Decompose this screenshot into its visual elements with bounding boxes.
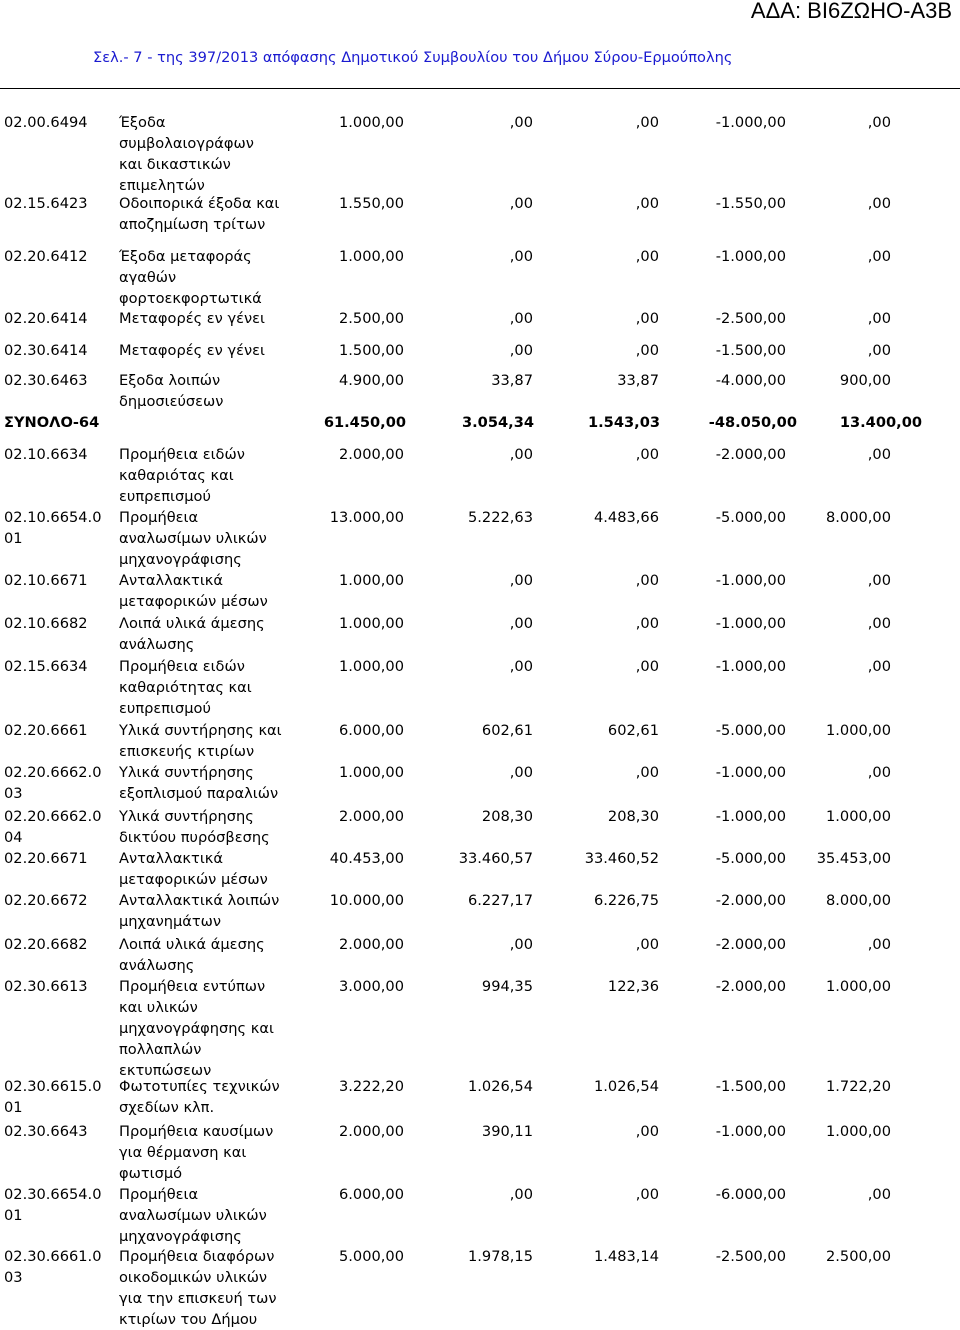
amount-v3: 208,30	[607, 808, 659, 825]
account-description: Υλικά συντήρησης και επισκευής κτιρίων	[119, 722, 282, 760]
amount-v4: -2.500,00	[715, 1248, 786, 1265]
amount-v1: 1.500,00	[339, 342, 404, 359]
amount-v5: ,00	[867, 310, 891, 327]
account-description: Προμήθεια καυσίμων για θέρμανση και φωτισμό	[119, 1123, 274, 1182]
account-code: 02.10.6671	[4, 572, 88, 589]
amount-v3: 1.543,03	[587, 414, 660, 431]
amount-v1: 61.450,00	[323, 414, 406, 431]
amount-v3: ,00	[635, 658, 659, 675]
account-description: Μεταφορές εν γένει	[119, 310, 265, 327]
account-description: Προμήθεια εντύπων και υλικών μηχανογράφησης και πολλαπλών εκτυπώσεων	[119, 978, 274, 1079]
amount-v5: ,00	[867, 615, 891, 632]
amount-v3: ,00	[635, 195, 659, 212]
amount-v2: ,00	[509, 446, 533, 463]
amount-v2: 208,30	[481, 808, 533, 825]
amount-v4: -2.000,00	[715, 446, 786, 463]
account-code: 02.30.6661.0 03	[4, 1248, 102, 1286]
amount-v5: ,00	[867, 342, 891, 359]
amount-v2: 1.978,15	[468, 1248, 533, 1265]
account-code: 02.20.6662.0 04	[4, 808, 102, 846]
amount-v4: -1.000,00	[715, 615, 786, 632]
account-code: 02.10.6682	[4, 615, 88, 632]
amount-v4: -1.000,00	[715, 658, 786, 675]
amount-v3: 4.483,66	[594, 509, 659, 526]
amount-v2: 5.222,63	[468, 509, 533, 526]
amount-v3: ,00	[635, 114, 659, 131]
amount-v3: ,00	[635, 1186, 659, 1203]
amount-v2: 994,35	[481, 978, 533, 995]
amount-v2: ,00	[509, 658, 533, 675]
amount-v4: -4.000,00	[715, 372, 786, 389]
amount-v1: 1.000,00	[339, 572, 404, 589]
amount-v1: 5.000,00	[339, 1248, 404, 1265]
amount-v3: 602,61	[607, 722, 659, 739]
amount-v5: ,00	[867, 936, 891, 953]
account-description: Ανταλλακτικά μεταφορικών μέσων	[119, 850, 268, 888]
account-description: Εξοδα λοιπών δημοσιεύσεων	[119, 372, 224, 410]
amount-v5: 2.500,00	[826, 1248, 891, 1265]
amount-v4: -1.500,00	[715, 342, 786, 359]
account-code: 02.30.6613	[4, 978, 88, 995]
amount-v3: 6.226,75	[594, 892, 659, 909]
account-description: Έξοδα μεταφοράς αγαθών φορτοεκφορτωτικά	[119, 248, 262, 307]
account-code: 02.30.6463	[4, 372, 88, 389]
account-description: Προμήθεια ειδών καθαριότητας και ευπρεπισμού	[119, 658, 252, 717]
amount-v4: -48.050,00	[708, 414, 797, 431]
amount-v1: 2.000,00	[339, 936, 404, 953]
amount-v5: 1.722,20	[826, 1078, 891, 1095]
amount-v2: ,00	[509, 615, 533, 632]
amount-v3: ,00	[635, 936, 659, 953]
amount-v4: -1.500,00	[715, 1078, 786, 1095]
amount-v1: 1.000,00	[339, 615, 404, 632]
amount-v4: -1.000,00	[715, 572, 786, 589]
amount-v1: 1.000,00	[339, 114, 404, 131]
amount-v3: 122,36	[607, 978, 659, 995]
amount-v5: 1.000,00	[826, 722, 891, 739]
account-description: Έξοδα συμβολαιογράφων και δικαστικών επιμελητών	[119, 114, 254, 194]
amount-v5: 13.400,00	[839, 414, 922, 431]
amount-v4: -6.000,00	[715, 1186, 786, 1203]
account-code: 02.20.6672	[4, 892, 88, 909]
amount-v4: -1.000,00	[715, 764, 786, 781]
amount-v2: 602,61	[481, 722, 533, 739]
amount-v2: ,00	[509, 248, 533, 265]
amount-v2: 3.054,34	[461, 414, 534, 431]
amount-v5: ,00	[867, 764, 891, 781]
amount-v2: 33,87	[491, 372, 533, 389]
amount-v2: 390,11	[481, 1123, 533, 1140]
amount-v1: 10.000,00	[329, 892, 404, 909]
amount-v4: -5.000,00	[715, 722, 786, 739]
account-code: 02.20.6671	[4, 850, 88, 867]
account-code: 02.10.6654.0 01	[4, 509, 102, 547]
total-label: ΣΥΝΟΛΟ-64	[4, 414, 100, 431]
amount-v5: 900,00	[839, 372, 891, 389]
amount-v1: 13.000,00	[329, 509, 404, 526]
amount-v2: ,00	[509, 114, 533, 131]
account-code: 02.30.6654.0 01	[4, 1186, 102, 1224]
amount-v5: ,00	[867, 446, 891, 463]
account-code: 02.30.6414	[4, 342, 88, 359]
amount-v5: ,00	[867, 195, 891, 212]
account-description: Οδοιπορικά έξοδα και αποζημίωση τρίτων	[119, 195, 280, 233]
amount-v2: 33.460,57	[458, 850, 533, 867]
amount-v4: -2.000,00	[715, 978, 786, 995]
account-code: 02.20.6412	[4, 248, 88, 265]
amount-v4: -5.000,00	[715, 850, 786, 867]
amount-v1: 1.000,00	[339, 248, 404, 265]
amount-v2: ,00	[509, 195, 533, 212]
amount-v1: 6.000,00	[339, 722, 404, 739]
account-code: 02.20.6682	[4, 936, 88, 953]
account-code: 02.20.6662.0 03	[4, 764, 102, 802]
amount-v3: ,00	[635, 310, 659, 327]
amount-v1: 6.000,00	[339, 1186, 404, 1203]
amount-v5: 1.000,00	[826, 978, 891, 995]
amount-v1: 1.000,00	[339, 658, 404, 675]
amount-v1: 3.000,00	[339, 978, 404, 995]
amount-v4: -1.000,00	[715, 114, 786, 131]
amount-v3: ,00	[635, 446, 659, 463]
amount-v2: ,00	[509, 572, 533, 589]
amount-v4: -2.000,00	[715, 936, 786, 953]
account-code: 02.15.6423	[4, 195, 88, 212]
amount-v5: 8.000,00	[826, 892, 891, 909]
amount-v5: 35.453,00	[816, 850, 891, 867]
amount-v5: ,00	[867, 1186, 891, 1203]
amount-v1: 4.900,00	[339, 372, 404, 389]
amount-v2: 1.026,54	[468, 1078, 533, 1095]
account-description: Προμήθεια ειδών καθαριότας και ευπρεπισμού	[119, 446, 245, 505]
amount-v2: ,00	[509, 342, 533, 359]
account-description: Λοιπά υλικά άμεσης ανάλωσης	[119, 936, 265, 974]
amount-v3: ,00	[635, 764, 659, 781]
amount-v5: ,00	[867, 248, 891, 265]
amount-v5: ,00	[867, 658, 891, 675]
amount-v3: 1.026,54	[594, 1078, 659, 1095]
account-code: 02.30.6615.0 01	[4, 1078, 102, 1116]
header-divider	[0, 88, 960, 89]
account-code: 02.30.6643	[4, 1123, 88, 1140]
account-code: 02.10.6634	[4, 446, 88, 463]
account-description: Ανταλλακτικά μεταφορικών μέσων	[119, 572, 268, 610]
amount-v5: ,00	[867, 114, 891, 131]
amount-v4: -1.550,00	[715, 195, 786, 212]
amount-v1: 2.000,00	[339, 1123, 404, 1140]
amount-v1: 1.550,00	[339, 195, 404, 212]
amount-v1: 2.000,00	[339, 808, 404, 825]
amount-v4: -1.000,00	[715, 248, 786, 265]
amount-v2: 6.227,17	[468, 892, 533, 909]
amount-v4: -1.000,00	[715, 1123, 786, 1140]
amount-v4: -2.000,00	[715, 892, 786, 909]
account-description: Υλικά συντήρησης εξοπλισμού παραλιών	[119, 764, 279, 802]
amount-v3: 33,87	[617, 372, 659, 389]
amount-v2: ,00	[509, 936, 533, 953]
page-header: Σελ.- 7 - της 397/2013 απόφασης Δημοτικού Συμβουλίου του Δήμου Σύρου-Ερμούπολης	[93, 49, 733, 66]
account-code: 02.15.6634	[4, 658, 88, 675]
account-description: Μεταφορές εν γένει	[119, 342, 265, 359]
account-code: 02.20.6414	[4, 310, 88, 327]
amount-v5: 1.000,00	[826, 808, 891, 825]
amount-v3: 1.483,14	[594, 1248, 659, 1265]
account-description: Φωτοτυπίες τεχνικών σχεδίων κλπ.	[119, 1078, 280, 1116]
amount-v4: -1.000,00	[715, 808, 786, 825]
account-code: 02.00.6494	[4, 114, 88, 131]
amount-v5: 1.000,00	[826, 1123, 891, 1140]
amount-v1: 3.222,20	[339, 1078, 404, 1095]
amount-v3: ,00	[635, 342, 659, 359]
amount-v3: ,00	[635, 572, 659, 589]
amount-v2: ,00	[509, 764, 533, 781]
amount-v5: 8.000,00	[826, 509, 891, 526]
ada-stamp: ΑΔΑ: ΒΙ6ΖΩΗΟ-Α3Β	[750, 0, 952, 23]
amount-v1: 2.000,00	[339, 446, 404, 463]
account-description: Προμήθεια διαφόρων οικοδομικών υλικών για την επισκευή των κτιρίων του Δήμου	[119, 1248, 277, 1328]
account-description: Προμήθεια αναλωσίμων υλικών μηχανογράφισης	[119, 1186, 267, 1245]
amount-v1: 2.500,00	[339, 310, 404, 327]
amount-v5: ,00	[867, 572, 891, 589]
amount-v4: -2.500,00	[715, 310, 786, 327]
amount-v1: 40.453,00	[329, 850, 404, 867]
amount-v3: ,00	[635, 1123, 659, 1140]
amount-v3: ,00	[635, 248, 659, 265]
account-description: Ανταλλακτικά λοιπών μηχανημάτων	[119, 892, 280, 930]
amount-v2: ,00	[509, 310, 533, 327]
amount-v4: -5.000,00	[715, 509, 786, 526]
amount-v1: 1.000,00	[339, 764, 404, 781]
account-description: Λοιπά υλικά άμεσης ανάλωσης	[119, 615, 265, 653]
account-description: Υλικά συντήρησης δικτύου πυρόσβεσης	[119, 808, 270, 846]
account-description: Προμήθεια αναλωσίμων υλικών μηχανογράφισης	[119, 509, 267, 568]
amount-v3: 33.460,52	[584, 850, 659, 867]
account-code: 02.20.6661	[4, 722, 88, 739]
amount-v3: ,00	[635, 615, 659, 632]
amount-v2: ,00	[509, 1186, 533, 1203]
